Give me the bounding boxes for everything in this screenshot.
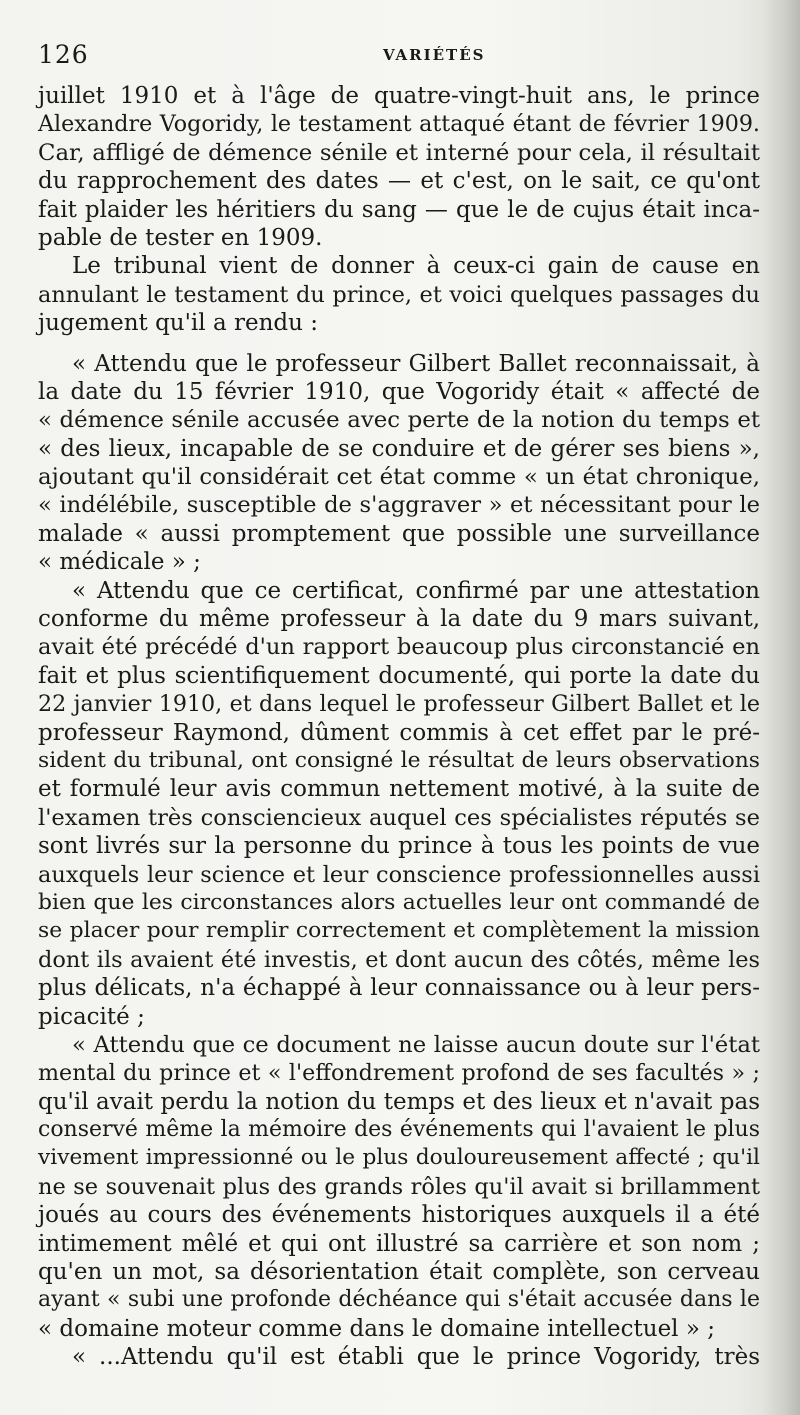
text-line: fait plaider les héritiers du sang — que le de cujus était inca- bbox=[38, 196, 760, 223]
body-text bbox=[38, 82, 760, 1372]
text-line: « médicale » ; bbox=[38, 549, 201, 576]
text-line: vivement impressionné ou le plus douloureusement affecté ; qu'il bbox=[38, 1145, 760, 1171]
text-line: dont ils avaient été investis, et dont aucun des côtés, même les bbox=[38, 946, 760, 973]
text-line: bien que les circonstances alors actuelles leur ont commandé de bbox=[38, 889, 760, 915]
text-line: mental du prince et « l'effondrement profond de ses facultés » ; bbox=[38, 1060, 760, 1087]
text-line: picacité ; bbox=[38, 1003, 145, 1030]
text-line: conservé même la mémoire des événements qui l'avaient le plus bbox=[38, 1117, 760, 1143]
text-line: ne se souvenait plus des grands rôles qu'il avait si brillamment bbox=[38, 1173, 760, 1200]
text-line: se placer pour remplir correctement et complètement la mission bbox=[38, 918, 760, 944]
text-line: « Attendu que ce certificat, confirmé par une attestation bbox=[72, 577, 760, 604]
text-line: « indélébile, susceptible de s'aggraver » et nécessitant pour le bbox=[38, 492, 760, 519]
text-line: « domaine moteur comme dans le domaine intellectuel » ; bbox=[38, 1315, 715, 1342]
text-line: Alexandre Vogoridy, le testament attaqué étant de février 1909. bbox=[38, 111, 760, 138]
running-head: VARIÉTÉS bbox=[383, 46, 486, 64]
page-header bbox=[38, 40, 760, 70]
text-line: Le tribunal vient de donner à ceux-ci gain de cause en bbox=[72, 253, 760, 280]
text-line: « Attendu que le professeur Gilbert Ballet reconnaissait, à bbox=[72, 350, 760, 377]
text-line: « des lieux, incapable de se conduire et de gérer ses biens », bbox=[38, 435, 760, 462]
text-line: annulant le testament du prince, et voici quelques passages du bbox=[38, 281, 760, 308]
text-line: professeur Raymond, dûment commis à cet effet par le pré- bbox=[38, 719, 760, 746]
text-line: sont livrés sur la personne du prince à tous les points de vue bbox=[38, 833, 760, 860]
text-line: « ...Attendu qu'il est établi que le prince Vogoridy, très bbox=[72, 1344, 760, 1371]
text-line: joués au cours des événements historiques auxquels il a été bbox=[38, 1202, 760, 1229]
text-line: plus délicats, n'a échappé à leur connaissance ou à leur pers- bbox=[38, 975, 760, 1002]
text-line: « Attendu que ce document ne laisse aucun doute sur l'état bbox=[72, 1031, 760, 1058]
text-line: qu'il avait perdu la notion du temps et des lieux et n'avait pas bbox=[38, 1088, 760, 1115]
text-line: conforme du même professeur à la date du 9 mars suivant, bbox=[38, 606, 760, 633]
text-line: et formulé leur avis commun nettement motivé, à la suite de bbox=[38, 776, 760, 803]
page-edge-shadow bbox=[762, 0, 800, 1415]
text-line: avait été précédé d'un rapport beaucoup plus circonstancié en bbox=[38, 634, 760, 661]
text-line: Car, affligé de démence sénile et interné pour cela, il résultait bbox=[38, 139, 760, 166]
text-line: jugement qu'il a rendu : bbox=[38, 310, 318, 337]
text-line: du rapprochement des dates — et c'est, on le sait, ce qu'ont bbox=[38, 168, 760, 195]
text-line: sident du tribunal, ont consigné le résultat de leurs observations bbox=[38, 747, 760, 773]
text-line: auxquels leur science et leur conscience professionnelles aussi bbox=[38, 861, 760, 888]
text-line: fait et plus scientifiquement documenté, qui porte la date du bbox=[38, 662, 760, 689]
text-line: malade « aussi promptement que possible une surveillance bbox=[38, 520, 760, 547]
text-line: ajoutant qu'il considérait cet état comme « un état chronique, bbox=[38, 464, 760, 491]
text-line: ayant « subi une profonde déchéance qui s'était accusée dans le bbox=[38, 1287, 760, 1313]
text-line: juillet 1910 et à l'âge de quatre-vingt-huit ans, le prince bbox=[38, 83, 760, 109]
text-line: qu'en un mot, sa désorientation était complète, son cerveau bbox=[38, 1259, 760, 1286]
text-line: l'examen très consciencieux auquel ces spécialistes réputés se bbox=[38, 804, 760, 831]
page-number: 126 bbox=[38, 40, 89, 69]
text-line: 22 janvier 1910, et dans lequel le professeur Gilbert Ballet et le bbox=[38, 691, 760, 718]
text-line: intimement mêlé et qui ont illustré sa carrière et son nom ; bbox=[38, 1230, 760, 1257]
text-line: « démence sénile accusée avec perte de la notion du temps et bbox=[38, 407, 760, 434]
text-line: la date du 15 février 1910, que Vogoridy était « affecté de bbox=[38, 378, 760, 405]
text-line: pable de tester en 1909. bbox=[38, 224, 323, 251]
